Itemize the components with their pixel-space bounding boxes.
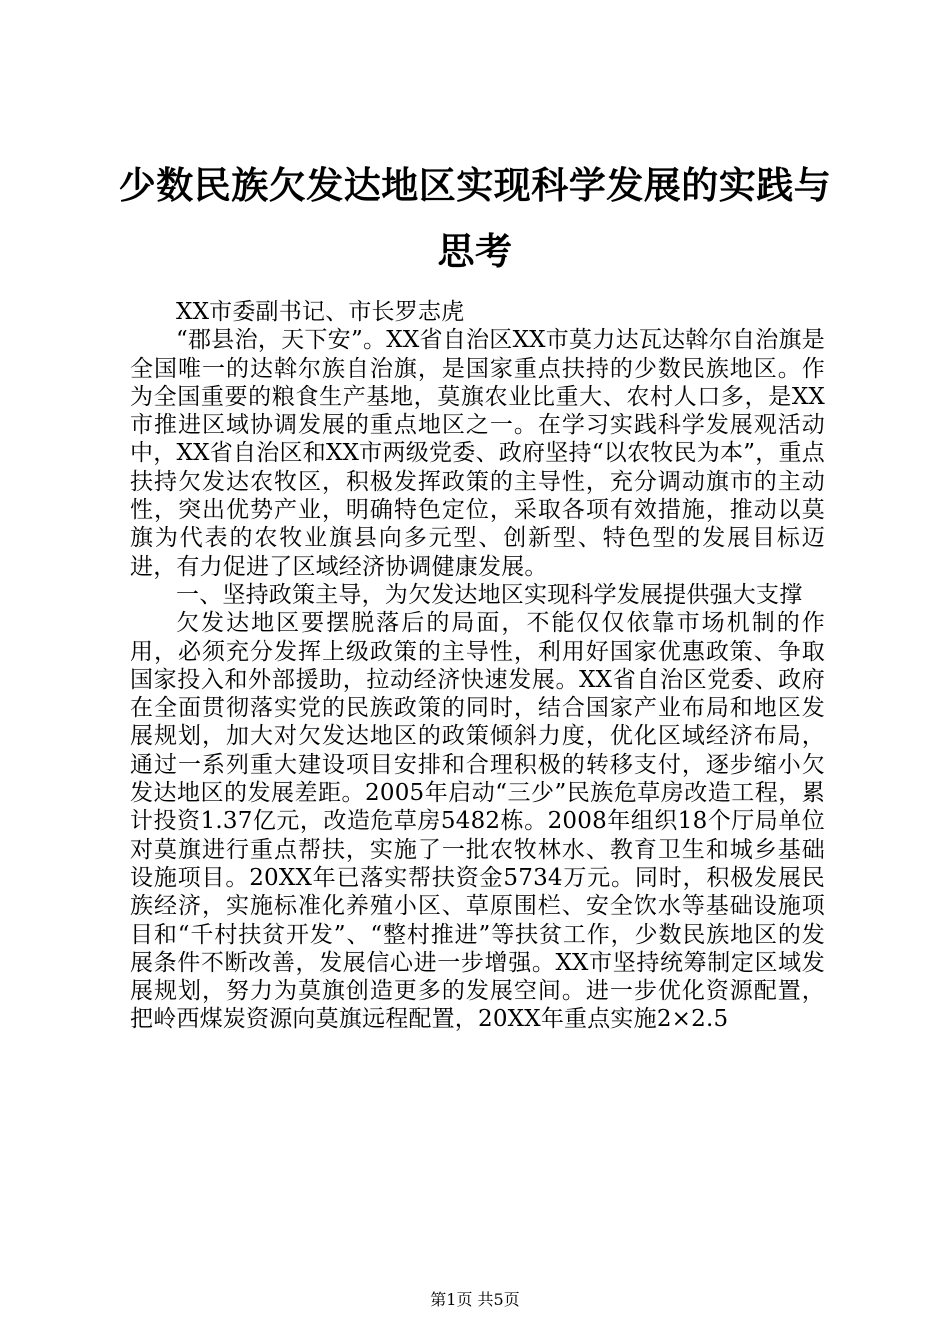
paragraph-intro: “郡县治，天下安”。XX省自治区XX市莫力达瓦达斡尔自治旗是全国唯一的达斡尔族自治旗，是国家重点扶持的少数民族地区。作为全国重要的粮食生产基地，莫旗农业比重大、农村人口多，是XX市推进区域协调发展的重点地区之一。在学习实践科学发展观活动中，XX省自治区和XX市两级党委、政府坚持“以农牧民为本”，重点扶持欠发达农牧区，积极发挥政策的主导性，充分调动旗市的主动性，突出优势产业，明确特色定位，采取各项有效措施，推动以莫旗为代表的农牧业旗县向多元型、创新型、特色型的发展目标迈进，有力促进了区域经济协调健康发展。 xyxy=(130,327,825,580)
author-line: XX市委副书记、市长罗志虎 xyxy=(176,299,465,325)
document-body xyxy=(130,298,825,1034)
page-number-footer: 第1页 共5页 xyxy=(430,1290,520,1309)
section-heading-1: 一、坚持政策主导，为欠发达地区实现科学发展提供强大支撑 xyxy=(176,581,803,608)
document-title: 少数民族欠发达地区实现科学发展的实践与思考 xyxy=(118,163,832,273)
paragraph-section-1: 欠发达地区要摆脱落后的局面，不能仅仅依靠市场机制的作用，必须充分发挥上级政策的主导性，利用好国家优惠政策、争取国家投入和外部援助，拉动经济快速发展。XX省自治区党委、政府在全面贯彻落实党的民族政策的同时，结合国家产业布局和地区发展规划，加大对欠发达地区的政策倾斜力度，优化区域经济布局，通过一系列重大建设项目安排和合理积极的转移支付，逐步缩小欠发达地区的发展差距。2005年启动“三少”民族危草房改造工程，累计投资1.37亿元，改造危草房5482栋。2008年组织18个厅局单位对莫旗进行重点帮扶，实施了一批农牧林水、教育卫生和城乡基础设施项目。20XX年已落实帮扶资金5734万元。同时，积极发展民族经济，实施标准化养殖小区、草原围栏、安全饮水等基础设施项目和“千村扶贫开发”、“整村推进”等扶贫工作，少数民族地区的发展条件不断改善，发展信心进一步增强。XX市坚持统筹制定区域发展规划，努力为莫旗创造更多的发展空间。进一步优化资源配置，把岭西煤炭资源向莫旗远程配置，20XX年重点实施2×2.5 xyxy=(130,610,825,1033)
